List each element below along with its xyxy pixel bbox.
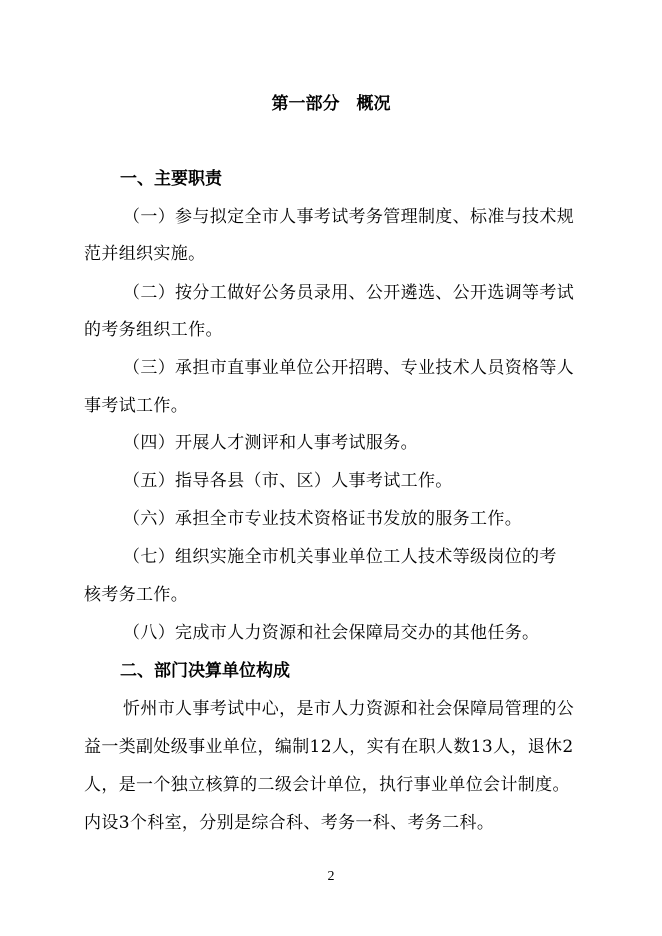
paragraph-line: （七）组织实施全市机关事业单位工人技术等级岗位的考 — [123, 547, 557, 567]
part-title: 第一部分 概况 — [271, 94, 391, 114]
paragraph-line: （五）指导各县（市、区）人事考试工作。 — [123, 471, 453, 491]
paragraph-line: （八）完成市人力资源和社会保障局交办的其他任务。 — [123, 623, 540, 643]
page-number: 2 — [327, 869, 335, 884]
paragraph-line: （三）承担市直事业单位公开招聘、专业技术人员资格等人 — [123, 358, 575, 378]
paragraph-line: （二）按分工做好公务员录用、公开遴选、公开选调等考试 — [123, 283, 575, 303]
section-heading-duties: 一、主要职责 — [120, 169, 222, 189]
paragraph-line: 内设3个科室，分别是综合科、考务一科、考务二科。 — [84, 813, 495, 833]
paragraph-line: 核考务工作。 — [84, 585, 189, 605]
section-heading-units: 二、部门决算单位构成 — [120, 661, 290, 681]
paragraph-line: 范并组织实施。 — [84, 244, 206, 264]
paragraph-line: 忻州市人事考试中心，是市人力资源和社会保障局管理的公 — [123, 699, 575, 719]
paragraph-line: 事考试工作。 — [84, 396, 189, 416]
paragraph-line: 的考务组织工作。 — [84, 320, 223, 340]
paragraph-line: 益一类副处级事业单位，编制12人，实有在职人数13人，退休2 — [84, 737, 574, 757]
paragraph-line: （四）开展人才测评和人事考试服务。 — [123, 433, 418, 453]
paragraph-line: 人，是一个独立核算的二级会计单位，执行事业单位会计制度。 — [84, 775, 570, 795]
paragraph-line: （六）承担全市专业技术资格证书发放的服务工作。 — [123, 509, 523, 529]
paragraph-line: （一）参与拟定全市人事考试考务管理制度、标准与技术规 — [123, 207, 575, 227]
